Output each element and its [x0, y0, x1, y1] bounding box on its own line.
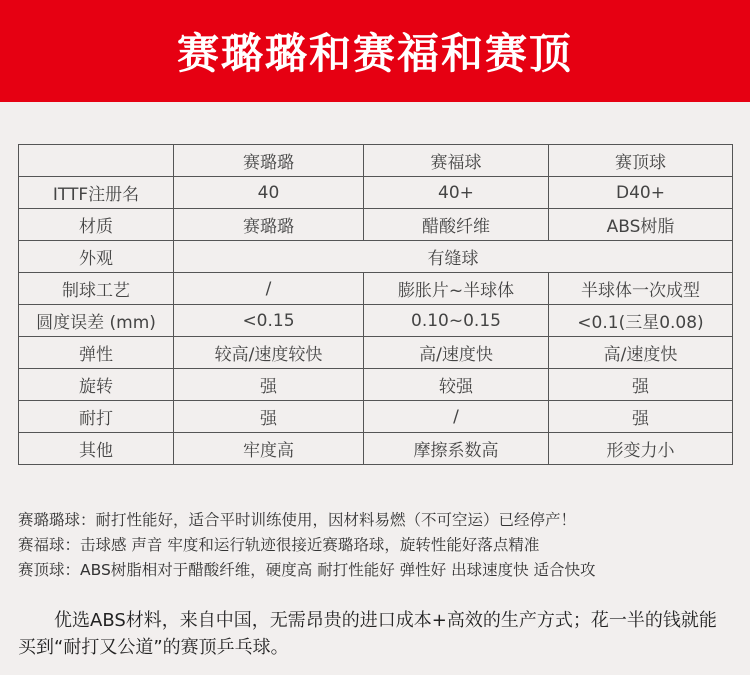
- row-label: 制球工艺: [19, 273, 174, 305]
- table-cell: /: [174, 273, 364, 305]
- row-label: 旋转: [19, 369, 174, 401]
- table-row: [19, 305, 733, 337]
- row-label: 材质: [19, 209, 174, 241]
- table-row: [19, 273, 733, 305]
- title-banner: [0, 0, 750, 102]
- table-row: [19, 177, 733, 209]
- table-cell: 强: [174, 369, 364, 401]
- table-cell: 牢度高: [174, 433, 364, 465]
- table-cell: <0.1(三星0.08): [549, 305, 733, 337]
- row-label: 其他: [19, 433, 174, 465]
- table-cell: 形变力小: [549, 433, 733, 465]
- table-cell-merged: 有缝球: [174, 241, 733, 273]
- table-row: [19, 209, 733, 241]
- row-label: 耐打: [19, 401, 174, 433]
- table-cell: 强: [549, 401, 733, 433]
- table-cell: 半球体一次成型: [549, 273, 733, 305]
- table-cell: ABS树脂: [549, 209, 733, 241]
- table-cell: /: [364, 401, 549, 433]
- table-cell: 较强: [364, 369, 549, 401]
- table-cell: 0.10~0.15: [364, 305, 549, 337]
- table-cell: D40+: [549, 177, 733, 209]
- table-cell: 醋酸纤维: [364, 209, 549, 241]
- table-cell: 赛璐璐: [174, 209, 364, 241]
- table-cell: <0.15: [174, 305, 364, 337]
- table-cell: 40+: [364, 177, 549, 209]
- table-row: [19, 241, 733, 273]
- row-label: 外观: [19, 241, 174, 273]
- page-title: 赛璐璐和赛福和赛顶: [176, 29, 573, 78]
- table-cell: 摩擦系数高: [364, 433, 549, 465]
- comparison-table-body: [19, 145, 733, 465]
- table-cell: 强: [174, 401, 364, 433]
- table-cell: 40: [174, 177, 364, 209]
- table-row: [19, 433, 733, 465]
- comparison-table: [18, 144, 733, 465]
- promo-text: 优选ABS材料，来自中国，无需昂贵的进口成本+高效的生产方式；花一半的钱就能买到“耐打又公道”的赛顶乒乓球。: [18, 610, 717, 658]
- header-cell-empty: [19, 145, 174, 177]
- row-label: 圆度误差 (mm): [19, 305, 174, 337]
- table-cell: 较高/速度较快: [174, 337, 364, 369]
- table-cell: 膨胀片~半球体: [364, 273, 549, 305]
- row-label: 弹性: [19, 337, 174, 369]
- promo-paragraph: [18, 607, 718, 661]
- row-label: ITTF注册名: [19, 177, 174, 209]
- table-row: [19, 337, 733, 369]
- table-cell: 高/速度快: [549, 337, 733, 369]
- header-cell-saiding: 赛顶球: [549, 145, 733, 177]
- table-row: [19, 369, 733, 401]
- table-row: [19, 401, 733, 433]
- note-saiding: 赛顶球：ABS树脂相对于醋酸纤维，硬度高 耐打性能好 弹性好 出球速度快 适合快攻: [18, 561, 596, 579]
- header-cell-saifu: 赛福球: [364, 145, 549, 177]
- header-cell-celluloid: 赛璐璐: [174, 145, 364, 177]
- note-saifu: 赛福球：击球感 声音 牢度和运行轨迹很接近赛璐珞球，旋转性能好落点精准: [18, 536, 540, 554]
- table-header-row: [19, 145, 733, 177]
- table-cell: 高/速度快: [364, 337, 549, 369]
- table-cell: 强: [549, 369, 733, 401]
- product-notes: [18, 508, 738, 583]
- note-celluloid: 赛璐璐球：耐打性能好，适合平时训练使用，因材料易燃（不可空运）已经停产！: [18, 511, 577, 529]
